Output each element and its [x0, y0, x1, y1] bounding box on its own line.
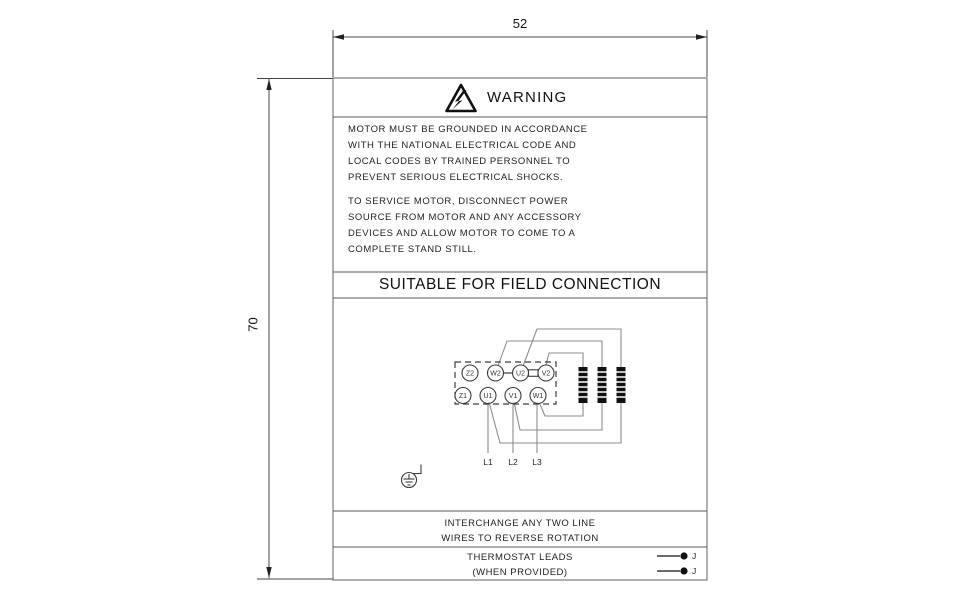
warning-text-line: LOCAL CODES BY TRAINED PERSONNEL TO: [348, 156, 571, 167]
dimension-width-label: 52: [512, 16, 528, 31]
terminal-label-v1: V1: [508, 393, 518, 401]
thermostat-note: [333, 550, 707, 580]
warning-paragraph-2: [348, 194, 582, 258]
warning-triangle-icon: [447, 85, 476, 111]
thermostat-note-line1: THERMOSTAT LEADS: [467, 552, 573, 563]
warning-text-line: DEVICES AND ALLOW MOTOR TO COME TO A: [348, 228, 576, 239]
field-connection-title: SUITABLE FOR FIELD CONNECTION: [378, 276, 662, 293]
thermostat-note-line2: (WHEN PROVIDED): [472, 567, 568, 578]
line-label-l2: L2: [508, 457, 518, 467]
ground-icon: [402, 465, 422, 488]
arrowhead-up-icon: [266, 79, 271, 90]
warning-text-line: SOURCE FROM MOTOR AND ANY ACCESSORY: [348, 212, 582, 223]
lead-label-j1: J: [692, 551, 697, 561]
terminal-label-z1: Z1: [458, 393, 468, 401]
arrowhead-right-icon: [696, 34, 707, 39]
terminal-w1: [530, 388, 546, 404]
interchange-note: [333, 516, 707, 546]
warning-text-line: MOTOR MUST BE GROUNDED IN ACCORDANCE: [348, 124, 588, 135]
warning-text-line: PREVENT SERIOUS ELECTRICAL SHOCKS.: [348, 172, 564, 183]
winding-coil-3: [617, 367, 626, 403]
wire-w2-coil2: [498, 341, 602, 367]
winding-coil-2: [598, 367, 607, 403]
dimension-height: [257, 79, 333, 580]
wire-u2-coil3: [523, 329, 621, 367]
winding-coils: [579, 367, 626, 403]
interchange-note-line1: INTERCHANGE ANY TWO LINE: [444, 518, 596, 529]
terminal-v2: [538, 365, 554, 381]
terminal-label-z2: Z2: [465, 370, 475, 378]
terminal-u2: [513, 365, 529, 381]
warning-text-line: TO SERVICE MOTOR, DISCONNECT POWER: [348, 196, 569, 207]
terminal-label-w1: W1: [532, 393, 544, 401]
line-label-l3: L3: [532, 457, 542, 467]
warning-title: WARNING: [487, 89, 568, 106]
wire-v2-coil1: [546, 353, 583, 367]
terminal-label-w2: W2: [490, 370, 501, 378]
wire-u1-coil3: [489, 402, 621, 443]
terminal-label-u1: U1: [483, 393, 493, 401]
warning-paragraph-1: [348, 122, 588, 186]
terminal-label-u2: U2: [516, 370, 525, 378]
terminal-u1: [480, 388, 496, 404]
terminal-z1: [455, 388, 471, 404]
bridge-u2-v2: [529, 370, 539, 377]
winding-coil-1: [579, 367, 588, 403]
terminal-z2: [462, 365, 478, 381]
interchange-note-line2: WIRES TO REVERSE ROTATION: [441, 533, 599, 544]
line-label-l1: L1: [483, 457, 493, 467]
terminal-v1: [505, 388, 521, 404]
terminal-label-v2: V2: [541, 370, 551, 378]
dimension-height-label: 70: [245, 317, 261, 332]
warning-text-line: COMPLETE STAND STILL.: [348, 244, 477, 255]
terminal-w2: [488, 365, 504, 381]
arrowhead-down-icon: [266, 567, 271, 578]
dimension-width: [333, 30, 707, 77]
warning-text-line: WITH THE NATIONAL ELECTRICAL CODE AND: [348, 140, 577, 151]
terminal-row-bottom: [455, 388, 546, 404]
arrowhead-left-icon: [333, 34, 344, 39]
lead-label-j2: J: [692, 566, 697, 576]
